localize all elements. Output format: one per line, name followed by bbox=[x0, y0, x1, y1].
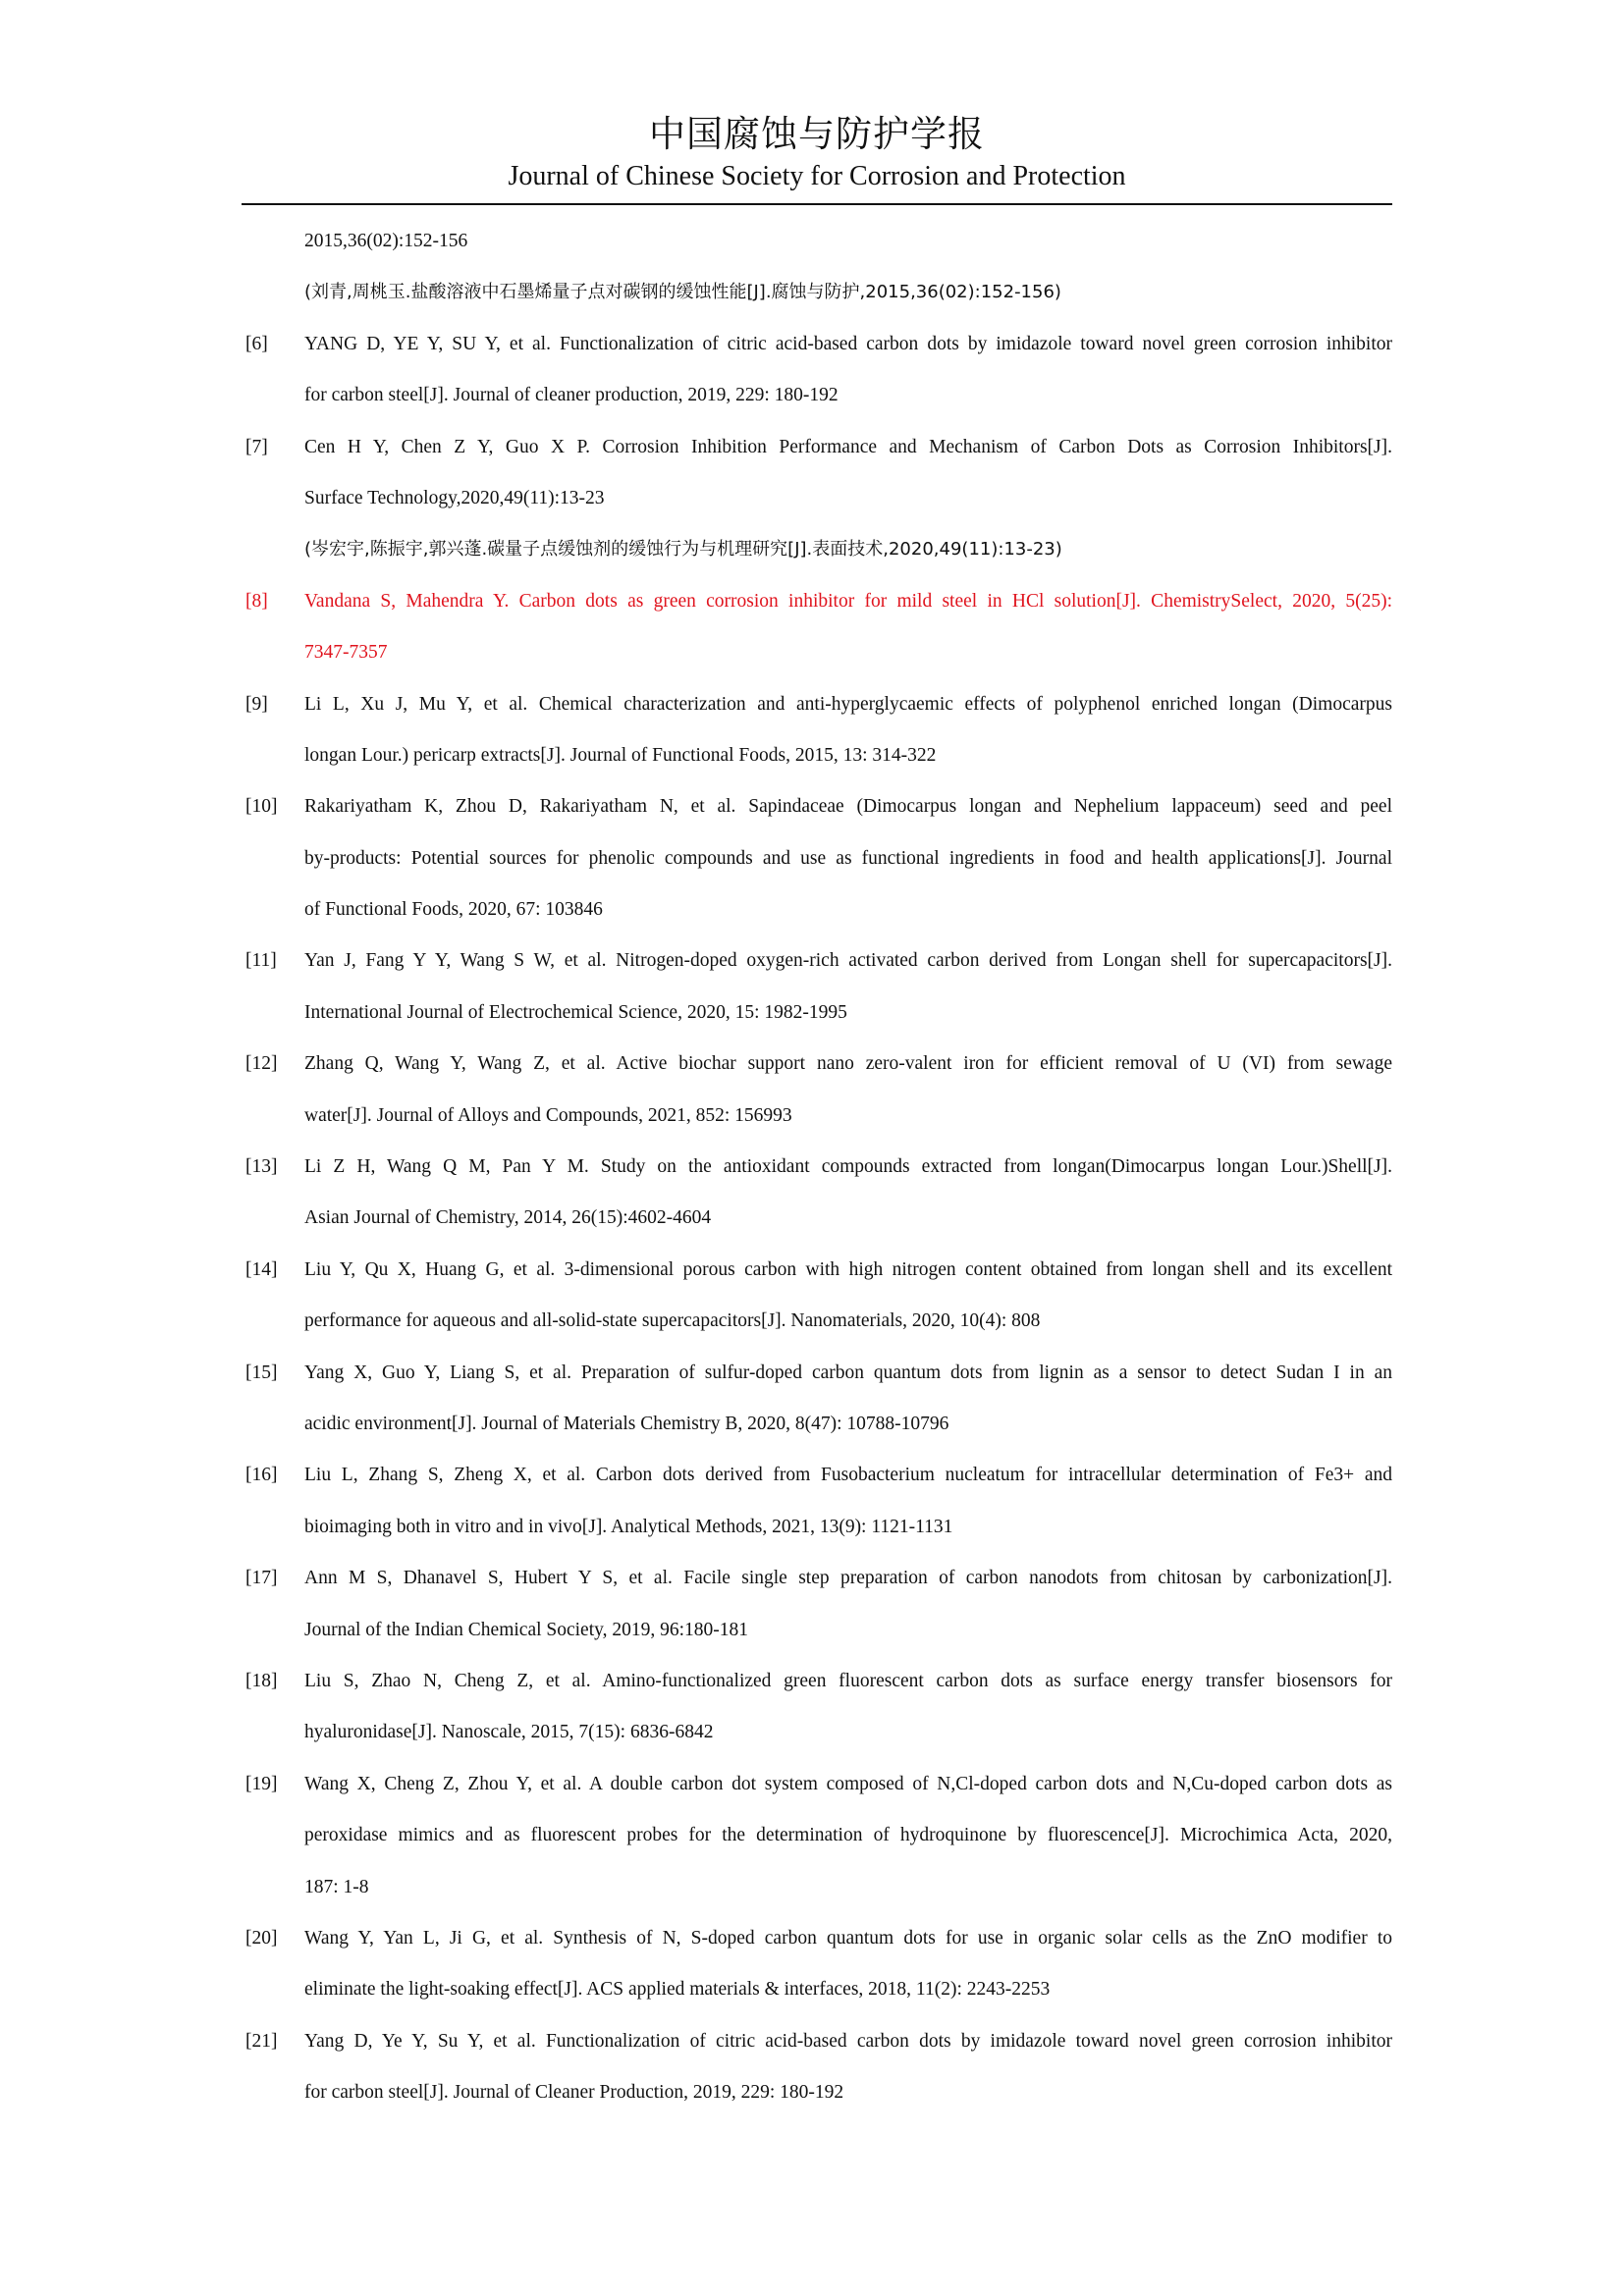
reference-line: 187: 1-8 bbox=[304, 1876, 369, 1897]
continuation-line-cn: (刘青,周桃玉.盐酸溶液中石墨烯量子点对碳钢的缓蚀性能[J].腐蚀与防护,2015,36(02):152-156) bbox=[304, 282, 1061, 303]
reference-line: Liu Y, Qu X, Huang G, et al. 3-dimensional porous carbon with high nitrogen content obtained from longan shell and its excellent bbox=[304, 1258, 1392, 1280]
reference-line-cn: (岑宏宇,陈振宇,郭兴蓬.碳量子点缓蚀剂的缓蚀行为与机理研究[J].表面技术,2020,49(11):13-23) bbox=[304, 539, 1062, 561]
reference-line: Liu L, Zhang S, Zheng X, et al. Carbon dots derived from Fusobacterium nucleatum for intracellular determination of Fe3+ and bbox=[304, 1465, 1392, 1486]
reference-item bbox=[245, 781, 1392, 935]
reference-number: [17] bbox=[245, 1568, 278, 1589]
reference-number: [18] bbox=[245, 1670, 278, 1691]
reference-line: Asian Journal of Chemistry, 2014, 26(15):4602-4604 bbox=[304, 1207, 712, 1229]
reference-item bbox=[245, 1913, 1392, 2016]
reference-line: for carbon steel[J]. Journal of cleaner production, 2019, 229: 180-192 bbox=[304, 385, 839, 406]
reference-line: Journal of the Indian Chemical Society, 2019, 96:180-181 bbox=[304, 1619, 749, 1640]
reference-line: water[J]. Journal of Alloys and Compounds, 2021, 852: 156993 bbox=[304, 1104, 792, 1126]
reference-line: for carbon steel[J]. Journal of Cleaner Production, 2019, 229: 180-192 bbox=[304, 2082, 844, 2104]
reference-item bbox=[245, 1348, 1392, 1451]
journal-title-cn: 中国腐蚀与防护学报 bbox=[649, 113, 985, 155]
reference-line: Ann M S, Dhanavel S, Hubert Y S, et al. Facile single step preparation of carbon nanodots from chitosan by carbonization[J]. bbox=[304, 1568, 1392, 1589]
reference-line: International Journal of Electrochemical Science, 2020, 15: 1982-1995 bbox=[304, 1001, 847, 1023]
reference-item bbox=[245, 935, 1392, 1039]
reference-item bbox=[245, 1553, 1392, 1656]
reference-item-highlighted bbox=[245, 576, 1392, 679]
reference-number: [15] bbox=[245, 1362, 278, 1383]
reference-line: eliminate the light-soaking effect[J]. ACS applied materials & interfaces, 2018, 11(2): 2243-2253 bbox=[304, 1979, 1051, 2001]
reference-number: [11] bbox=[245, 950, 277, 972]
reference-number: [14] bbox=[245, 1258, 278, 1280]
reference-number: [19] bbox=[245, 1773, 278, 1794]
reference-number: [20] bbox=[245, 1927, 278, 1949]
reference-item bbox=[245, 1142, 1392, 1245]
reference-line: longan Lour.) pericarp extracts[J]. Journal of Functional Foods, 2015, 13: 314-322 bbox=[304, 744, 937, 766]
reference-line: by-products: Potential sources for phenolic compounds and use as functional ingredients in food and health applications[J]. Journal bbox=[304, 847, 1392, 869]
reference-number: [13] bbox=[245, 1156, 278, 1178]
reference-line: Zhang Q, Wang Y, Wang Z, et al. Active biochar support nano zero-valent iron for efficient removal of U (VI) from sewage bbox=[304, 1053, 1392, 1075]
reference-line: Liu S, Zhao N, Cheng Z, et al. Amino-functionalized green fluorescent carbon dots as surface energy transfer biosensors for bbox=[304, 1670, 1392, 1691]
reference-line: acidic environment[J]. Journal of Materials Chemistry B, 2020, 8(47): 10788-10796 bbox=[304, 1413, 949, 1434]
reference-line: peroxidase mimics and as fluorescent probes for the determination of hydroquinone by fluorescence[J]. Microchimica Acta, 2020, bbox=[304, 1825, 1392, 1846]
reference-line: 7347-7357 bbox=[304, 642, 388, 664]
header-divider bbox=[242, 203, 1392, 205]
reference-line: bioimaging both in vitro and in vivo[J]. Analytical Methods, 2021, 13(9): 1121-1131 bbox=[304, 1516, 953, 1537]
reference-number: [12] bbox=[245, 1053, 278, 1075]
reference-line: Yang X, Guo Y, Liang S, et al. Preparation of sulfur-doped carbon quantum dots from lignin as a sensor to detect Sudan I in an bbox=[304, 1362, 1392, 1383]
reference-number: [21] bbox=[245, 2030, 278, 2052]
reference-line: Wang X, Cheng Z, Zhou Y, et al. A double carbon dot system composed of N,Cl-doped carbon dots and N,Cu-doped carbon dots as bbox=[304, 1773, 1392, 1794]
reference-line: Rakariyatham K, Zhou D, Rakariyatham N, et al. Sapindaceae (Dimocarpus longan and Nephelium lappaceum) seed and peel bbox=[304, 796, 1392, 818]
reference-line: Surface Technology,2020,49(11):13-23 bbox=[304, 487, 605, 508]
reference-number: [6] bbox=[245, 333, 268, 354]
reference-line: Li Z H, Wang Q M, Pan Y M. Study on the antioxidant compounds extracted from longan(Dimocarpus longan Lour.)Shell[J]. bbox=[304, 1156, 1392, 1178]
reference-item bbox=[245, 679, 1392, 782]
reference-item bbox=[245, 1759, 1392, 1913]
reference-item bbox=[245, 1039, 1392, 1142]
reference-line: performance for aqueous and all-solid-state supercapacitors[J]. Nanomaterials, 2020, 10(4): 808 bbox=[304, 1310, 1041, 1332]
reference-line: hyaluronidase[J]. Nanoscale, 2015, 7(15): 6836-6842 bbox=[304, 1722, 714, 1743]
reference-line: YANG D, YE Y, SU Y, et al. Functionalization of citric acid-based carbon dots by imidazole toward novel green corrosion inhibitor bbox=[304, 333, 1392, 354]
continuation-line: 2015,36(02):152-156 bbox=[304, 231, 468, 251]
journal-title-en: Journal of Chinese Society for Corrosion and Protection bbox=[508, 161, 1126, 191]
reference-number: [8] bbox=[245, 590, 268, 612]
reference-list bbox=[245, 216, 1392, 2118]
reference-item bbox=[245, 1656, 1392, 1759]
reference-item bbox=[245, 319, 1392, 422]
reference-item bbox=[245, 1450, 1392, 1553]
reference-line: Vandana S, Mahendra Y. Carbon dots as green corrosion inhibitor for mild steel in HCl solution[J]. ChemistrySelect, 2020, 5(25): bbox=[304, 590, 1392, 612]
reference-line: of Functional Foods, 2020, 67: 103846 bbox=[304, 899, 603, 921]
reference-line: Cen H Y, Chen Z Y, Guo X P. Corrosion Inhibition Performance and Mechanism of Carbon Dots as Corrosion Inhibitors[J]. bbox=[304, 436, 1392, 457]
reference-number: [16] bbox=[245, 1465, 278, 1486]
journal-header bbox=[242, 110, 1392, 194]
reference-number: [10] bbox=[245, 796, 278, 818]
reference-line: Wang Y, Yan L, Ji G, et al. Synthesis of N, S-doped carbon quantum dots for use in organic solar cells as the ZnO modifier to bbox=[304, 1927, 1392, 1949]
reference-line: Yan J, Fang Y Y, Wang S W, et al. Nitrogen-doped oxygen-rich activated carbon derived from Longan shell for supercapacitors[J]. bbox=[304, 950, 1392, 972]
reference-line: Li L, Xu J, Mu Y, et al. Chemical characterization and anti-hyperglycaemic effects of polyphenol enriched longan (Dimocarpus bbox=[304, 693, 1392, 715]
reference-line: Yang D, Ye Y, Su Y, et al. Functionalization of citric acid-based carbon dots by imidazole toward novel green corrosion inhibitor bbox=[304, 2030, 1392, 2052]
reference-item bbox=[245, 1245, 1392, 1348]
reference-item bbox=[245, 2016, 1392, 2119]
reference-item bbox=[245, 422, 1392, 576]
reference-number: [7] bbox=[245, 436, 268, 457]
reference-number: [9] bbox=[245, 693, 268, 715]
